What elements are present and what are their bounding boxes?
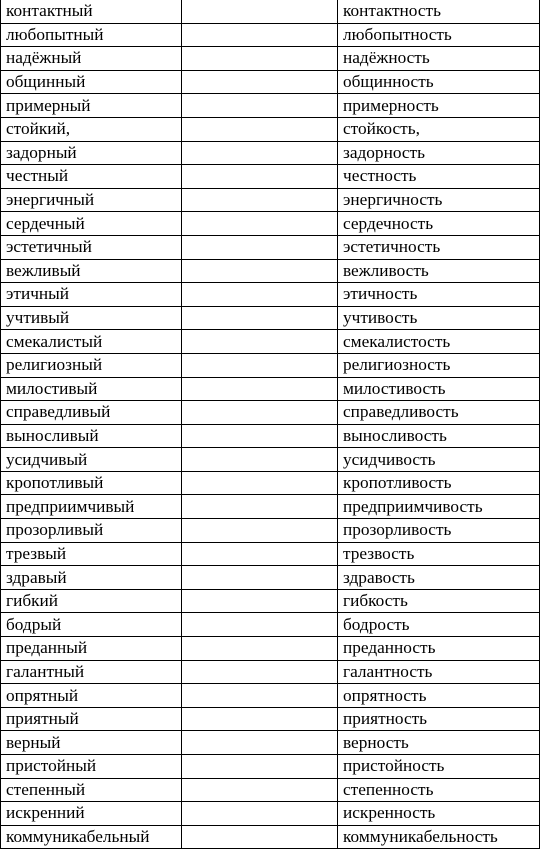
adjective-cell: искренний (1, 802, 182, 826)
empty-cell (182, 542, 338, 566)
empty-cell (182, 731, 338, 755)
table-row (1, 566, 540, 590)
table-row (1, 117, 540, 141)
table-row (1, 23, 540, 47)
table-row (1, 259, 540, 283)
adjective-cell: справедливый (1, 401, 182, 425)
noun-cell: надёжность (338, 47, 540, 71)
noun-cell: преданность (338, 637, 540, 661)
noun-cell: кропотливость (338, 471, 540, 495)
table-row (1, 94, 540, 118)
adjective-cell: здравый (1, 566, 182, 590)
empty-cell (182, 660, 338, 684)
empty-cell (182, 802, 338, 826)
noun-cell: справедливость (338, 401, 540, 425)
noun-cell: милостивость (338, 377, 540, 401)
adjective-cell: энергичный (1, 188, 182, 212)
adjective-cell: задорный (1, 141, 182, 165)
noun-cell: опрятность (338, 684, 540, 708)
empty-cell (182, 47, 338, 71)
noun-cell: смекалистость (338, 330, 540, 354)
noun-cell: коммуникабельность (338, 825, 540, 849)
empty-cell (182, 283, 338, 307)
table-row (1, 684, 540, 708)
noun-cell: вежливость (338, 259, 540, 283)
noun-cell: предприимчивость (338, 495, 540, 519)
adjective-cell: бодрый (1, 613, 182, 637)
adjective-cell: этичный (1, 283, 182, 307)
adjective-cell: вежливый (1, 259, 182, 283)
table-row (1, 188, 540, 212)
adjective-cell: преданный (1, 637, 182, 661)
adjective-cell: эстетичный (1, 235, 182, 259)
empty-cell (182, 23, 338, 47)
adjective-cell: пристойный (1, 755, 182, 779)
adjective-cell: приятный (1, 707, 182, 731)
adjective-cell: верный (1, 731, 182, 755)
table-row (1, 424, 540, 448)
adjective-cell: любопытный (1, 23, 182, 47)
empty-cell (182, 471, 338, 495)
adjective-cell: милостивый (1, 377, 182, 401)
empty-cell (182, 94, 338, 118)
table-row (1, 377, 540, 401)
noun-cell: здравость (338, 566, 540, 590)
empty-cell (182, 684, 338, 708)
noun-cell: честность (338, 165, 540, 189)
empty-cell (182, 448, 338, 472)
empty-cell (182, 825, 338, 849)
empty-cell (182, 778, 338, 802)
empty-cell (182, 495, 338, 519)
adjective-cell: учтивый (1, 306, 182, 330)
empty-cell (182, 401, 338, 425)
noun-cell: энергичность (338, 188, 540, 212)
table-row (1, 47, 540, 71)
noun-cell: сердечность (338, 212, 540, 236)
adjective-cell: коммуникабельный (1, 825, 182, 849)
empty-cell (182, 188, 338, 212)
empty-cell (182, 589, 338, 613)
adjective-cell: предприимчивый (1, 495, 182, 519)
empty-cell (182, 566, 338, 590)
empty-cell (182, 259, 338, 283)
adjective-cell: усидчивый (1, 448, 182, 472)
empty-cell (182, 141, 338, 165)
empty-cell (182, 519, 338, 543)
noun-cell: гибкость (338, 589, 540, 613)
empty-cell (182, 613, 338, 637)
empty-cell (182, 0, 338, 23)
table-row (1, 448, 540, 472)
adjective-cell: честный (1, 165, 182, 189)
table-row (1, 519, 540, 543)
table-row (1, 637, 540, 661)
table-row (1, 0, 540, 23)
adjective-cell: трезвый (1, 542, 182, 566)
empty-cell (182, 424, 338, 448)
noun-cell: эстетичность (338, 235, 540, 259)
empty-cell (182, 212, 338, 236)
table-row (1, 353, 540, 377)
table-row (1, 825, 540, 849)
noun-cell: стойкость, (338, 117, 540, 141)
adjective-cell: степенный (1, 778, 182, 802)
table-row (1, 212, 540, 236)
noun-cell: прозорливость (338, 519, 540, 543)
adjective-cell: надёжный (1, 47, 182, 71)
noun-cell: искренность (338, 802, 540, 826)
noun-cell: галантность (338, 660, 540, 684)
table-row (1, 802, 540, 826)
table-row (1, 306, 540, 330)
noun-cell: бодрость (338, 613, 540, 637)
noun-cell: задорность (338, 141, 540, 165)
table-row (1, 707, 540, 731)
table-row (1, 778, 540, 802)
noun-cell: примерность (338, 94, 540, 118)
adjective-cell: гибкий (1, 589, 182, 613)
noun-cell: пристойность (338, 755, 540, 779)
noun-cell: общинность (338, 70, 540, 94)
empty-cell (182, 707, 338, 731)
table-row (1, 283, 540, 307)
table-row (1, 141, 540, 165)
adjective-cell: стойкий, (1, 117, 182, 141)
adjective-cell: примерный (1, 94, 182, 118)
table-row (1, 731, 540, 755)
empty-cell (182, 235, 338, 259)
empty-cell (182, 117, 338, 141)
noun-cell: степенность (338, 778, 540, 802)
adjective-cell: общинный (1, 70, 182, 94)
adjective-cell: религиозный (1, 353, 182, 377)
noun-cell: трезвость (338, 542, 540, 566)
empty-cell (182, 377, 338, 401)
empty-cell (182, 165, 338, 189)
adjective-cell: прозорливый (1, 519, 182, 543)
adjective-cell: опрятный (1, 684, 182, 708)
empty-cell (182, 70, 338, 94)
table-row (1, 613, 540, 637)
adjective-cell: смекалистый (1, 330, 182, 354)
empty-cell (182, 330, 338, 354)
adjective-cell: сердечный (1, 212, 182, 236)
noun-cell: учтивость (338, 306, 540, 330)
empty-cell (182, 637, 338, 661)
noun-cell: этичность (338, 283, 540, 307)
table-row (1, 165, 540, 189)
empty-cell (182, 755, 338, 779)
noun-cell: контактность (338, 0, 540, 23)
noun-cell: любопытность (338, 23, 540, 47)
adjective-cell: галантный (1, 660, 182, 684)
noun-cell: религиозность (338, 353, 540, 377)
noun-cell: верность (338, 731, 540, 755)
table-row (1, 471, 540, 495)
table-row (1, 660, 540, 684)
table-row (1, 755, 540, 779)
adjective-cell: выносливый (1, 424, 182, 448)
word-table-body (1, 0, 540, 849)
empty-cell (182, 306, 338, 330)
table-row (1, 70, 540, 94)
table-row (1, 235, 540, 259)
noun-cell: выносливость (338, 424, 540, 448)
empty-cell (182, 353, 338, 377)
noun-cell: усидчивость (338, 448, 540, 472)
table-row (1, 542, 540, 566)
adjective-cell: контактный (1, 0, 182, 23)
noun-cell: приятность (338, 707, 540, 731)
table-row (1, 495, 540, 519)
table-row (1, 589, 540, 613)
adjective-cell: кропотливый (1, 471, 182, 495)
table-row (1, 330, 540, 354)
table-row (1, 401, 540, 425)
